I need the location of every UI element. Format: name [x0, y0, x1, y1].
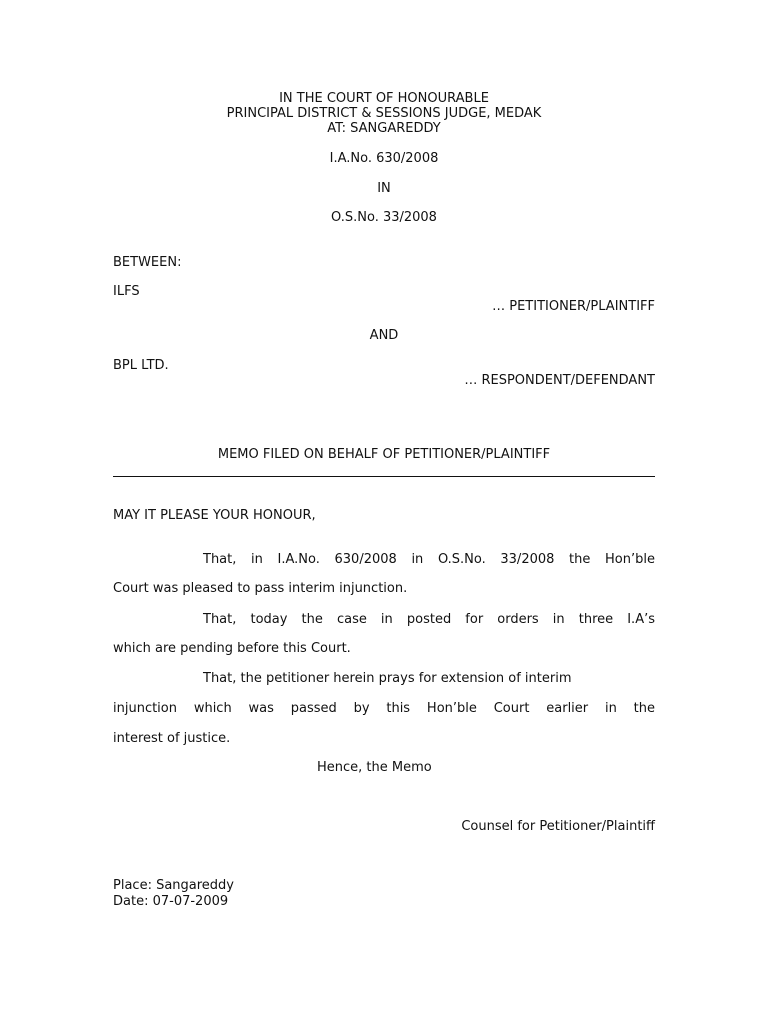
paragraph-3-line-2: injunction which was passed by this Hon’ble Court earlier in the: [113, 701, 655, 716]
paragraph-3-line-1: That, the petitioner herein prays for extension of interim: [203, 671, 572, 686]
memo-title: MEMO FILED ON BEHALF OF PETITIONER/PLAINTIFF: [217, 447, 551, 462]
petitioner-role: … PETITIONER/PLAINTIFF: [492, 299, 655, 314]
court-heading-line-2: PRINCIPAL DISTRICT & SESSIONS JUDGE, MEDAK: [226, 106, 542, 121]
paragraph-2-line-1: That, today the case in posted for orders in three I.A’s: [203, 612, 655, 627]
respondent-name: BPL LTD.: [113, 358, 169, 373]
date-line: Date: 07-07-2009: [113, 894, 229, 909]
os-number: O.S.No. 33/2008: [331, 210, 437, 225]
closing-line: Hence, the Memo: [317, 760, 432, 775]
signature-line: Counsel for Petitioner/Plaintiff: [461, 819, 655, 834]
paragraph-1-line-2: Court was pleased to pass interim injunction.: [113, 581, 408, 596]
court-heading-line-3: AT: SANGAREDDY: [327, 121, 441, 136]
title-underline: [113, 476, 655, 477]
and-word: AND: [369, 328, 399, 343]
in-word: IN: [377, 181, 391, 196]
petitioner-name: ILFS: [113, 284, 140, 299]
ia-number: I.A.No. 630/2008: [329, 151, 439, 166]
paragraph-3-line-3: interest of justice.: [113, 731, 231, 746]
salutation: MAY IT PLEASE YOUR HONOUR,: [113, 508, 316, 523]
between-label: BETWEEN:: [113, 255, 182, 270]
paragraph-1-line-1: That, in I.A.No. 630/2008 in O.S.No. 33/2008 the Hon’ble: [203, 552, 655, 567]
court-heading-line-1: IN THE COURT OF HONOURABLE: [279, 91, 489, 106]
respondent-role: … RESPONDENT/DEFENDANT: [464, 373, 655, 388]
place-line: Place: Sangareddy: [113, 878, 235, 893]
paragraph-2-line-2: which are pending before this Court.: [113, 641, 351, 656]
